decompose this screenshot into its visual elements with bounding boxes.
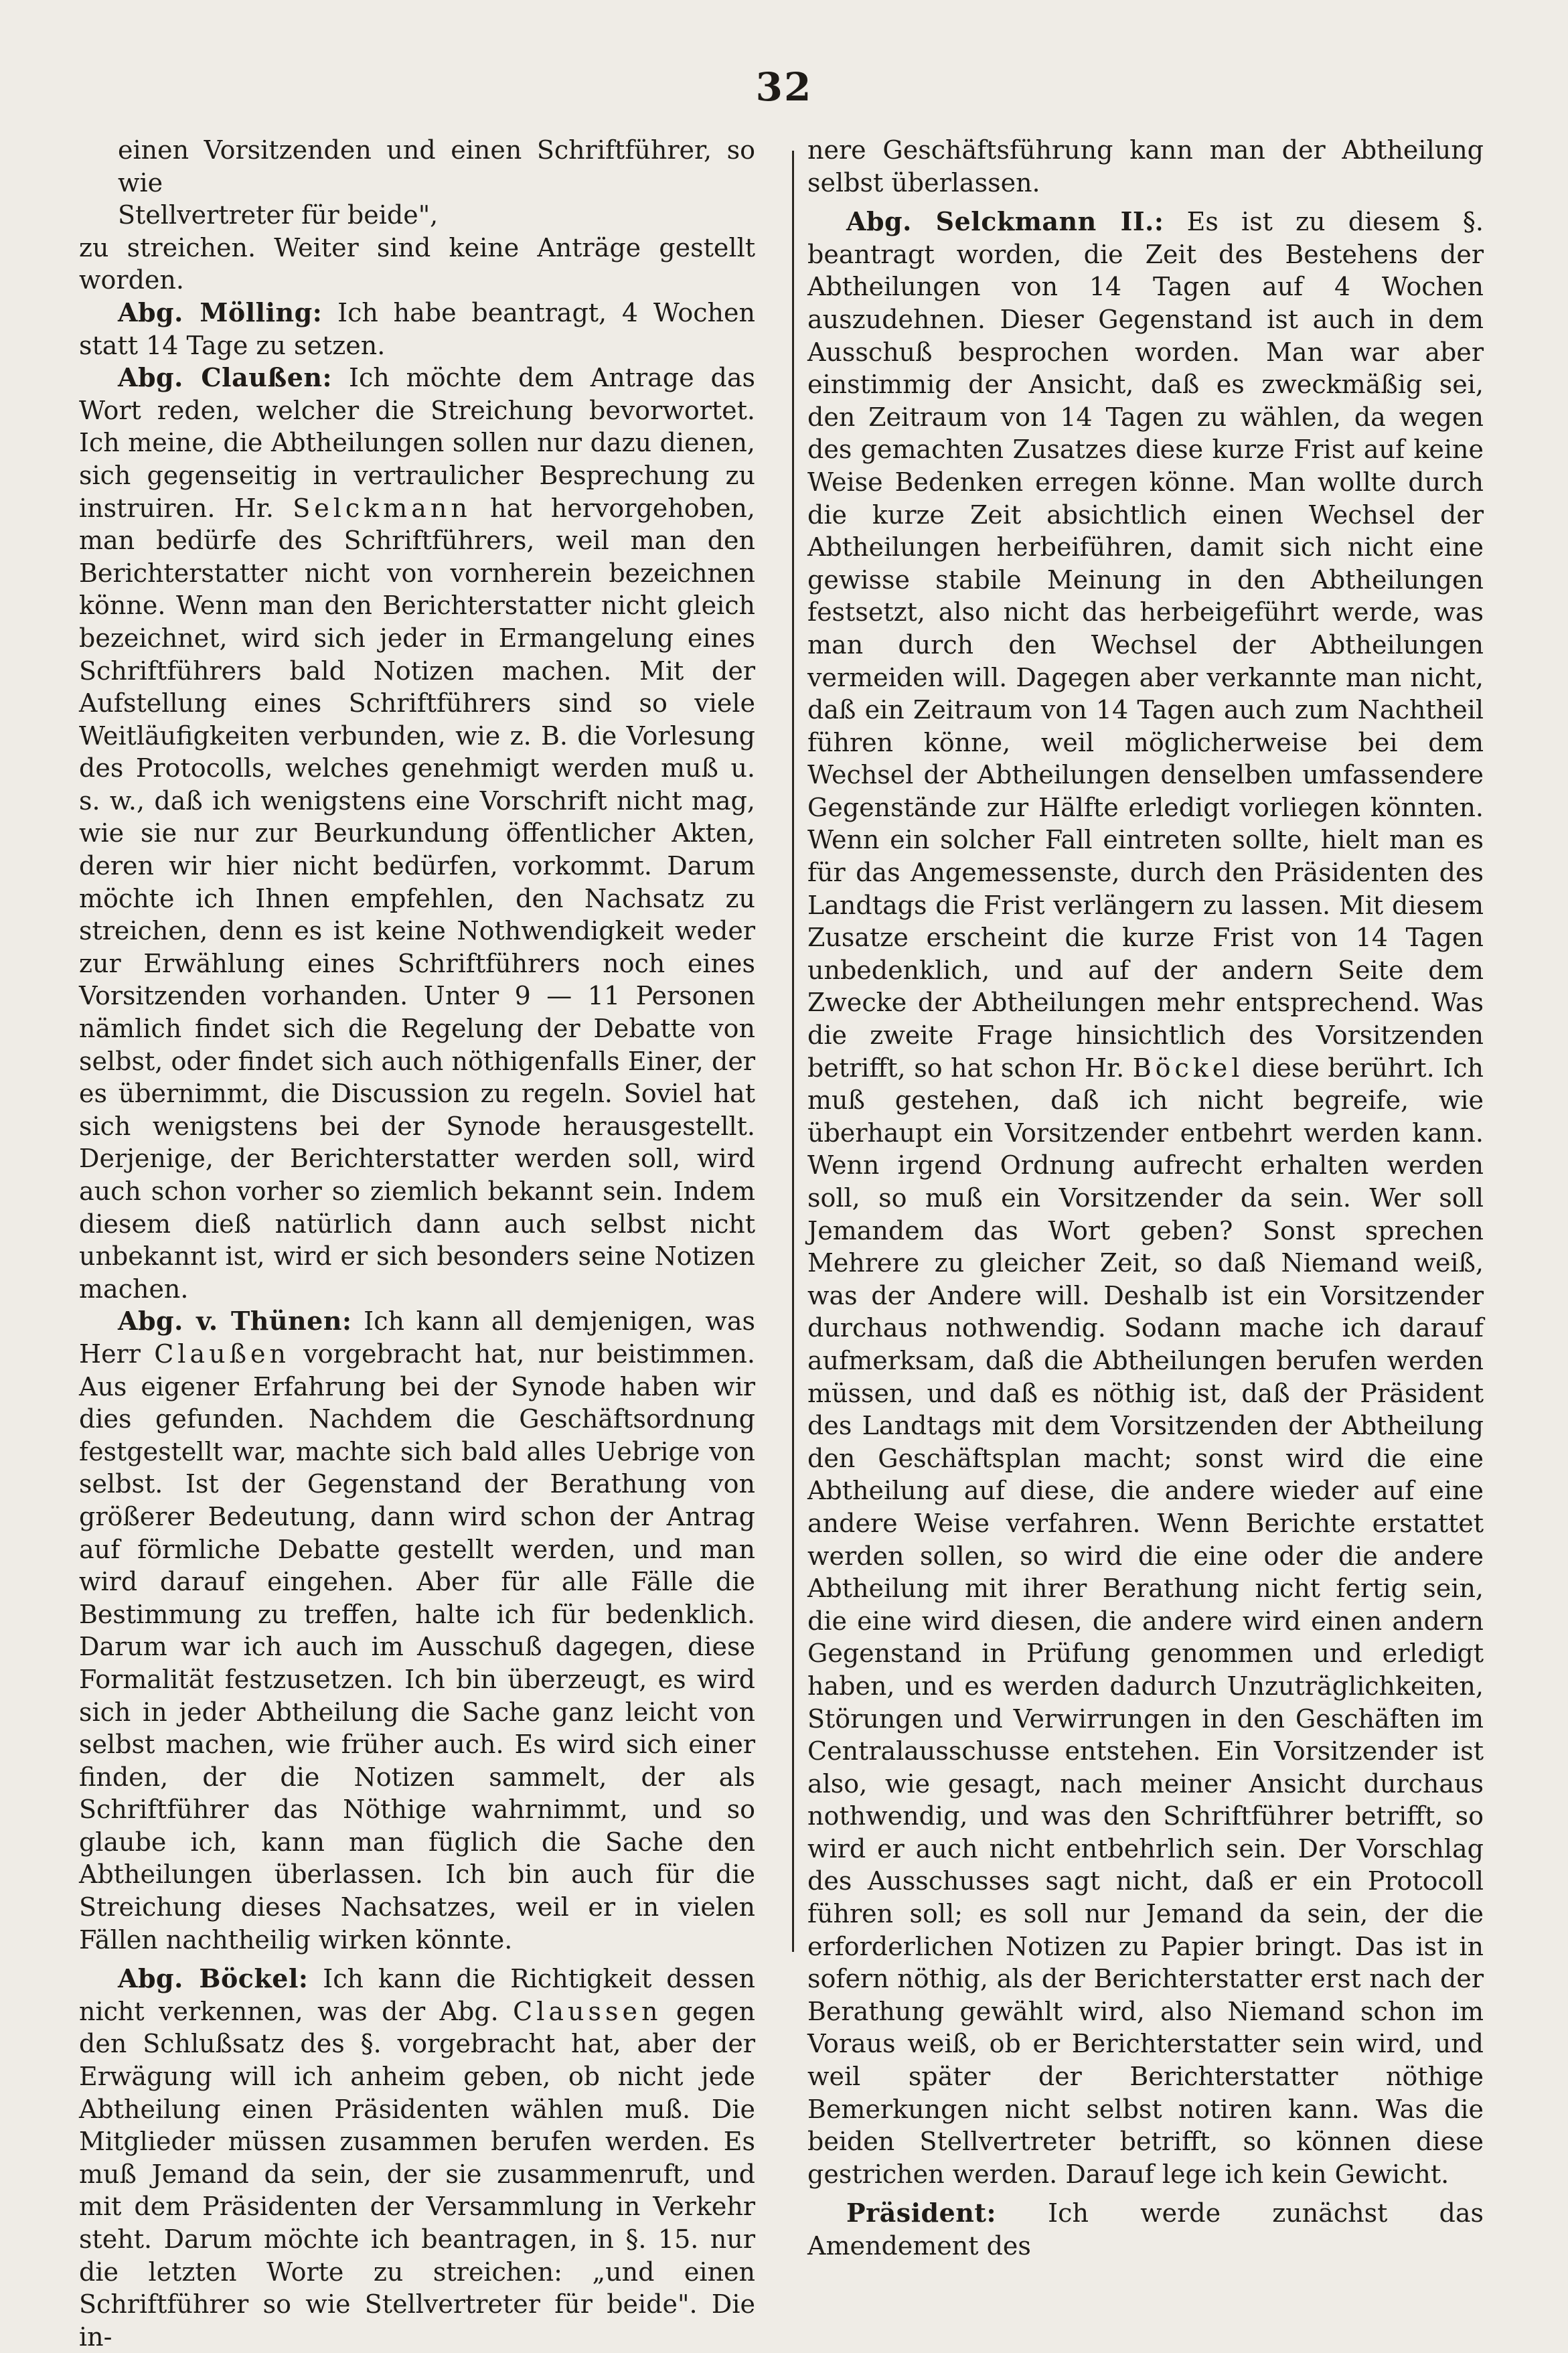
- speech-text: Ich kann die Richtigkeit dessen nicht verkennen, was der Abg.: [79, 1964, 755, 2026]
- spaced-name: Claußen: [154, 1339, 290, 1369]
- speech-text: vorgebracht hat, nur beistimmen. Aus eigener Erfahrung bei der Synode haben wir dies gefunden. Nachdem die Geschäftsordnung festgestellt war, machte sich bald alles Uebrige von selbst. Ist der Gegenstand der Berathung von größerer Bedeutung, dann wird schon der Antrag auf förmliche Debatte gestellt werden, und man wird darauf eingehen. Aber für alle Fälle die Bestimmung zu treffen, halte ich für bedenklich. Darum war ich auch im Ausschuß dagegen, diese Formalität festzusetzen. Ich bin überzeugt, es wird sich in jeder Abtheilung die Sache ganz leicht von selbst machen, wie früher auch. Es wird sich einer finden, der die Notizen sammelt, der als Schriftführer das Nöthige wahrnimmt, und so glaube ich, kann man füglich die Sache den Abtheilungen überlassen. Ich bin auch für die Streichung dieses Nachsatzes, weil er in vielen Fällen nachtheilig wirken könnte.: [79, 1339, 755, 1955]
- speech-text: diese berührt. Ich muß gestehen, daß ich nicht begreife, wie überhaupt ein Vorsitzender entbehrt werden kann. Wenn irgend Ordnung aufrecht erhalten werden soll, so muß ein Vorsitzender da sein. Wer soll Jemandem das Wort geben? Sonst sprechen Mehrere zu gleicher Zeit, so daß Niemand weiß, was der Andere will. Deshalb ist ein Vorsitzender durchaus nothwendig. Sodann mache ich darauf aufmerksam, daß die Abtheilungen berufen werden müssen, und daß es nöthig ist, daß der Präsident des Landtags mit dem Vorsitzenden der Abtheilung den Geschäftsplan macht; sonst wird die eine Abtheilung auf diese, die andere wieder auf eine andere Weise verfahren. Wenn Berichte erstattet werden sollen, so wird die eine oder die andere Abtheilung mit ihrer Berathung nicht fertig sein, die eine wird diesen, die andere wird einen andern Gegenstand in Prüfung genommen und erledigt haben, und es werden dadurch Unzuträglichkeiten, Störungen und Verwirrungen in den Geschäften im Centralausschusse entstehen. Ein Vorsitzender ist also, wie gesagt, nach meiner Ansicht durchaus nothwendig, und was den Schriftführer betrifft, so wird er auch nicht entbehrlich sein. Der Vorschlag des Ausschusses sagt nicht, daß er ein Protocoll führen soll; es soll nur Jemand da sein, der die erforderlichen Notizen zu Papier bringt. Das ist in sofern nöthig, als der Berichterstatter erst nach der Berathung gewählt wird, also Niemand schon im Voraus weiß, ob er Berichterstatter sein wird, und weil später der Berichterstatter nöthige Bemerkungen nicht selbst notiren kann. Was die beiden Stellvertreter betrifft, so können diese gestrichen werden. Darauf lege ich kein Gewicht.: [807, 1053, 1484, 2189]
- speech-paragraph: [79, 297, 755, 362]
- speaker-name: Abg. Selckmann II.:: [846, 206, 1164, 237]
- left-column: [79, 134, 755, 2353]
- speech-paragraph: [79, 1305, 755, 1956]
- speech-text: Es ist zu diesem §. beantragt worden, die Zeit des Bestehens der Abtheilungen von 14 Tagen auf 4 Wochen auszudehnen. Dieser Gegenstand ist auch in dem Ausschuß besprochen worden. Man war aber einstimmig der Ansicht, daß es zweckmäßig sei, den Zeitraum von 14 Tagen zu wählen, da wegen des gemachten Zusatzes diese kurze Frist auf keine Weise Bedenken erregen könne. Man wollte durch die kurze Zeit absichtlich einen Wechsel der Abtheilungen herbeiführen, damit sich nicht eine gewisse stabile Meinung in den Abtheilungen festsetzt, also nicht das herbeigeführt werde, was man durch den Wechsel der Abtheilungen vermeiden will. Dagegen aber verkannte man nicht, daß ein Zeitraum von 14 Tagen auch zum Nachtheil führen könne, weil möglicherweise bei dem Wechsel der Abtheilungen denselben umfassendere Gegenstände zur Hälfte erledigt vorliegen könnten. Wenn ein solcher Fall eintreten sollte, hielt man es für das Angemessenste, durch den Präsidenten des Landtags die Frist verlängern zu lassen. Mit diesem Zusatze erscheint die kurze Frist von 14 Tagen unbedenklich, und auf der andern Seite dem Zwecke der Abtheilungen mehr entsprechend. Was die zweite Frage hinsichtlich des Vorsitzenden betrifft, so hat schon Hr.: [807, 207, 1484, 1083]
- column-divider: [792, 151, 794, 1952]
- speech-text: Ich habe beantragt, 4 Wochen statt 14 Tage zu setzen.: [79, 297, 755, 360]
- text-line: einen Vorsitzenden und einen Schriftführer, so wie: [118, 135, 755, 198]
- spaced-name: Böckel: [1132, 1053, 1244, 1083]
- speech-text: Ich kann all demjenigen, was Herr: [79, 1306, 755, 1369]
- spaced-name: Claussen: [513, 1996, 662, 2026]
- speech-text: Ich möchte dem Antrage das Wort reden, welcher die Streichung bevorwortet. Ich meine, die Abtheilungen sollen nur dazu dienen, sich gegenseitig in vertraulicher Besprechung zu instruiren. Hr.: [79, 363, 755, 523]
- speech-paragraph: nere Geschäftsführung kann man der Abtheilung selbst überlassen.: [807, 135, 1484, 198]
- speech-text: hat hervorgehoben, man bedürfe des Schriftführers, weil man den Berichterstatter nicht von vornherein bezeichnen könne. Wenn man den Berichterstatter nicht gleich bezeichnet, wird sich jeder in Ermangelung eines Schriftführers bald Notizen machen. Mit der Aufstellung eines Schriftführers sind so viele Weitläufigkeiten verbunden, wie z. B. die Vorlesung des Protocolls, welches genehmigt werden muß u. s. w., daß ich wenigstens eine Vorschrift nicht mag, wie sie nur zur Beurkundung öffentlicher Akten, deren wir hier nicht bedürfen, vorkommt. Darum möchte ich Ihnen empfehlen, den Nachsatz zu streichen, denn es ist keine Nothwendigkeit weder zur Erwählung eines Schriftführers noch eines Vorsitzenden vorhanden. Unter 9 — 11 Personen nämlich findet sich die Regelung der Debatte von selbst, oder findet sich auch nöthigenfalls Einer, der es übernimmt, die Discussion zu regeln. Soviel hat sich wenigstens bei der Synode herausgestellt. Derjenige, der Berichterstatter werden soll, wird auch schon vorher so ziemlich bekannt sein. Indem diesem dieß natürlich dann auch selbst nicht unbekannt ist, wird er sich besonders seine Notizen machen.: [79, 493, 755, 1304]
- speaker-name: Präsident:: [846, 2198, 997, 2228]
- speech-paragraph: [79, 362, 755, 1305]
- speech-paragraph: [807, 206, 1484, 2190]
- speech-paragraph: [79, 1963, 755, 2353]
- right-column: [807, 134, 1484, 2263]
- speaker-name: Abg. Mölling:: [118, 297, 323, 327]
- page-number: 32: [755, 64, 813, 110]
- speaker-name: Abg. Claußen:: [118, 362, 333, 393]
- text-line: Stellvertreter für beide",: [118, 200, 439, 230]
- text-line: zu streichen. Weiter sind keine Anträge gestellt worden.: [79, 232, 755, 295]
- speaker-name: Abg. v. Thünen:: [118, 1306, 352, 1337]
- speech-text: Ich werde zunächst das Amendement des: [807, 2198, 1484, 2261]
- speaker-name: Abg. Böckel:: [118, 1963, 309, 1994]
- paragraph-motion-text: [79, 134, 755, 232]
- spaced-name: Selckmann: [293, 493, 471, 523]
- speech-text: gegen den Schlußsatz des §. vorgebracht hat, aber der Erwägung will ich anheim geben, ob nicht jede Abtheilung einen Präsidenten wählen muß. Die Mitglieder müssen zusammen berufen werden. Es muß Jemand da sein, der sie zusammenruft, und mit dem Präsidenten der Versammlung in Verkehr steht. Darum möchte ich beantragen, in §. 15. nur die letzten Worte zu streichen: „und einen Schriftführer so wie Stellvertreter für beide". Die in-: [79, 1996, 755, 2352]
- speech-paragraph: [807, 2197, 1484, 2262]
